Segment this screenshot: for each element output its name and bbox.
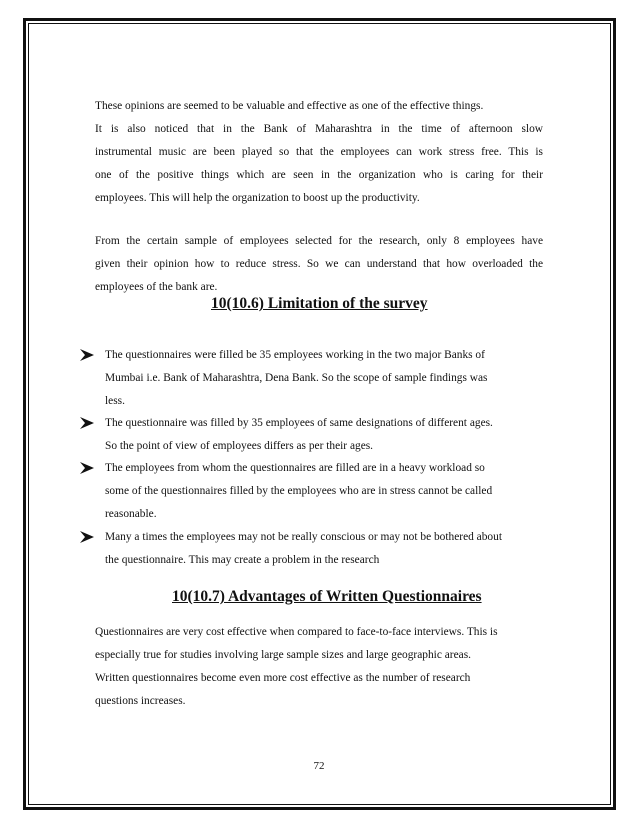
text-line: questions increases. (95, 695, 186, 707)
page-number: 72 (313, 760, 325, 772)
text-line: reasonable. (105, 508, 157, 520)
text-line: The employees from whom the questionnaires are filled are in a heavy workload so (105, 462, 485, 474)
text-line: instrumental music are been played so that the employees can work stress free. This is (95, 146, 543, 158)
text-line: one of the positive things which are seen in the organization who is caring for their (95, 169, 543, 181)
text-line: The questionnaires were filled be 35 employees working in the two major Banks of (105, 349, 485, 361)
text-line: less. (105, 395, 125, 407)
text-line: Mumbai i.e. Bank of Maharashtra, Dena Bank. So the scope of sample findings was (105, 372, 488, 384)
section-heading-advantages: 10(10.7) Advantages of Written Questionnaires (172, 588, 482, 605)
text-line: From the certain sample of employees selected for the research, only 8 employees have (95, 235, 543, 247)
text-line: employees of the bank are. (95, 281, 218, 293)
text-line: Many a times the employees may not be really conscious or may not be bothered about (105, 531, 502, 543)
arrow-bullet-icon (80, 462, 94, 474)
arrow-bullet-icon (80, 349, 94, 361)
text-line: Questionnaires are very cost effective when compared to face-to-face interviews. This is (95, 626, 498, 638)
text-line: So the point of view of employees differs as per their ages. (105, 440, 374, 452)
text-line: employees. This will help the organization to boost up the productivity. (95, 192, 420, 204)
text-line: given their opinion how to reduce stress. So we can understand that how overloaded the (95, 258, 543, 270)
section-heading-limitations: 10(10.6) Limitation of the survey (211, 295, 428, 312)
text-line: especially true for studies involving large sample sizes and large geographic areas. (95, 649, 471, 661)
text-line: the questionnaire. This may create a problem in the research (105, 554, 380, 566)
arrow-bullet-icon (80, 531, 94, 543)
text-line: The questionnaire was filled by 35 employees of same designations of different ages. (105, 417, 493, 429)
text-line: some of the questionnaires filled by the employees who are in stress cannot be called (105, 485, 493, 497)
arrow-bullet-icon (80, 417, 94, 429)
text-line: It is also noticed that in the Bank of Maharashtra in the time of afternoon slow (95, 123, 543, 135)
text-line: These opinions are seemed to be valuable and effective as one of the effective things. (95, 100, 484, 112)
text-line: Written questionnaires become even more cost effective as the number of research (95, 672, 471, 684)
